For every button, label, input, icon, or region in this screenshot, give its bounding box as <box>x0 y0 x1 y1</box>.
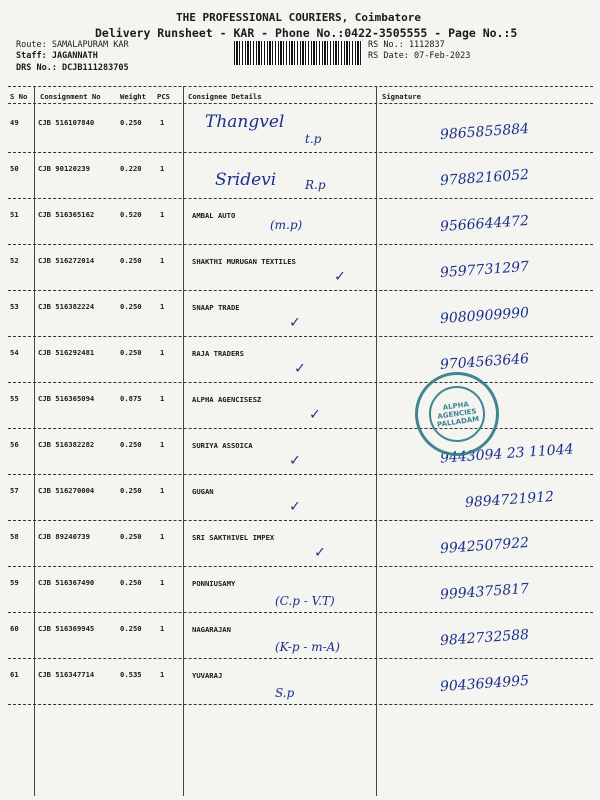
staff-label: Staff: JAGANNATH <box>16 51 98 61</box>
row-pcs: 1 <box>160 670 165 679</box>
col-header-consignee: Consignee Details <box>188 92 262 101</box>
row-consignment-no: CJB 90120239 <box>38 164 90 173</box>
row-separator <box>8 612 593 613</box>
row-separator <box>8 336 593 337</box>
row-separator <box>8 428 593 429</box>
row-signature: 9080909990 <box>439 304 530 328</box>
header-rule <box>8 86 593 87</box>
row-signature: 9597731297 <box>439 258 530 282</box>
row-sno: 50 <box>10 164 19 173</box>
row-consignee-name: AMBAL AUTO <box>192 211 236 220</box>
row-sno: 60 <box>10 624 19 633</box>
row-handwritten-note: S.p <box>275 686 295 700</box>
row-separator <box>8 520 593 521</box>
row-weight: 0.250 <box>120 348 142 357</box>
row-weight: 0.535 <box>120 670 142 679</box>
col-divider <box>376 86 377 796</box>
row-signature: 9566644472 <box>439 212 530 236</box>
col-header-weight: Weight <box>120 92 146 101</box>
row-separator <box>8 658 593 659</box>
row-signature: 9942507922 <box>439 534 530 558</box>
row-pcs: 1 <box>160 302 165 311</box>
row-signature: 9704563646 <box>439 350 530 374</box>
row-pcs: 1 <box>160 256 165 265</box>
row-consignment-no: CJB 516292481 <box>38 348 95 357</box>
row-consignment-no: CJB 516365162 <box>38 210 95 219</box>
row-signature: 9842732588 <box>439 626 530 650</box>
rs-date: RS Date: 07-Feb-2023 <box>368 51 471 61</box>
checkmark-icon: ✓ <box>295 358 305 377</box>
row-consignee-name: SNAAP TRADE <box>192 303 240 312</box>
checkmark-icon: ✓ <box>290 450 300 469</box>
row-consignment-no: CJB 89240739 <box>38 532 90 541</box>
row-signature: 9443094 23 11044 <box>439 441 575 467</box>
row-consignee-name: SRI SAKTHIVEL IMPEX <box>192 533 275 542</box>
row-sno: 54 <box>10 348 19 357</box>
row-consignment-no: CJB 516369945 <box>38 624 95 633</box>
row-separator <box>8 382 593 383</box>
col-header-signature: Signature <box>382 92 421 101</box>
row-separator <box>8 566 593 567</box>
row-sno: 52 <box>10 256 19 265</box>
stamp-text: ALPHA AGENCIES PALLADAM <box>425 382 488 445</box>
row-pcs: 1 <box>160 348 165 357</box>
route-label: Route: SAMALAPURAM KAR <box>16 40 129 50</box>
rs-number: RS No.: 1112837 <box>368 40 445 50</box>
row-weight: 0.250 <box>120 486 142 495</box>
row-weight: 0.250 <box>120 256 142 265</box>
row-separator <box>8 152 593 153</box>
checkmark-icon: ✓ <box>315 542 325 561</box>
row-handwritten-name: Sridevi <box>215 170 277 190</box>
row-weight: 0.250 <box>120 624 142 633</box>
row-sno: 55 <box>10 394 19 403</box>
row-weight: 0.250 <box>120 578 142 587</box>
row-pcs: 1 <box>160 532 165 541</box>
col-header-pcs: PCS <box>157 92 170 101</box>
barcode <box>234 41 362 65</box>
row-separator <box>8 474 593 475</box>
row-signature: 9894721912 <box>464 488 555 512</box>
row-separator <box>8 198 593 199</box>
row-sno: 53 <box>10 302 19 311</box>
row-pcs: 1 <box>160 624 165 633</box>
row-sno: 51 <box>10 210 19 219</box>
row-weight: 0.250 <box>120 532 142 541</box>
row-pcs: 1 <box>160 164 165 173</box>
row-signature: 9788216052 <box>439 166 530 190</box>
row-separator <box>8 704 593 705</box>
row-consignee-name: SHAKTHI MURUGAN TEXTILES <box>192 257 296 266</box>
row-signature: 9865855884 <box>439 120 530 144</box>
row-separator <box>8 244 593 245</box>
row-consignment-no: CJB 516365094 <box>38 394 95 403</box>
col-header-consignment: Consignment No <box>40 92 101 101</box>
row-handwritten-note: (K-p - m-A) <box>275 640 340 654</box>
row-weight: 0.250 <box>120 440 142 449</box>
row-signature: 9994375817 <box>439 580 530 604</box>
row-pcs: 1 <box>160 578 165 587</box>
row-handwritten-note: (m.p) <box>270 218 303 232</box>
row-sno: 59 <box>10 578 19 587</box>
row-consignee-name: GUGAN <box>192 487 214 496</box>
row-consignment-no: CJB 516382224 <box>38 302 95 311</box>
col-divider <box>183 86 184 796</box>
company-title: THE PROFESSIONAL COURIERS, Coimbatore <box>176 11 422 24</box>
row-weight: 0.220 <box>120 164 142 173</box>
row-weight: 0.250 <box>120 118 142 127</box>
row-signature: 9043694995 <box>439 672 530 696</box>
row-consignment-no: CJB 516107840 <box>38 118 95 127</box>
row-pcs: 1 <box>160 394 165 403</box>
col-divider <box>34 86 35 796</box>
checkmark-icon: ✓ <box>310 404 320 423</box>
row-consignment-no: CJB 516347714 <box>38 670 95 679</box>
row-pcs: 1 <box>160 440 165 449</box>
row-consignment-no: CJB 516272014 <box>38 256 95 265</box>
row-sno: 49 <box>10 118 19 127</box>
row-consignee-name: YUVARAJ <box>192 671 223 680</box>
row-pcs: 1 <box>160 210 165 219</box>
row-weight: 0.875 <box>120 394 142 403</box>
row-separator <box>8 290 593 291</box>
header-rule-bottom <box>8 103 593 104</box>
checkmark-icon: ✓ <box>290 312 300 331</box>
row-pcs: 1 <box>160 118 165 127</box>
row-consignment-no: CJB 516367490 <box>38 578 95 587</box>
checkmark-icon: ✓ <box>290 496 300 515</box>
row-handwritten-note: (C.p - V.T) <box>275 594 335 608</box>
row-handwritten-note: R.p <box>305 178 326 192</box>
row-handwritten-name: Thangvel <box>205 112 285 132</box>
row-weight: 0.520 <box>120 210 142 219</box>
runsheet-title: Delivery Runsheet - KAR - Phone No.:0422-3505555 - Page No.:5 <box>95 26 518 40</box>
row-sno: 56 <box>10 440 19 449</box>
col-header-sno: S No <box>10 92 28 101</box>
row-handwritten-note: t.p <box>305 132 322 146</box>
row-consignee-name: SURIYA ASSOICA <box>192 441 253 450</box>
row-consignee-name: NAGARAJAN <box>192 625 231 634</box>
row-sno: 58 <box>10 532 19 541</box>
drs-label: DRS No.: DCJB111283705 <box>16 63 129 73</box>
row-consignee-name: ALPHA AGENCISESZ <box>192 395 262 404</box>
row-weight: 0.250 <box>120 302 142 311</box>
row-consignment-no: CJB 516270004 <box>38 486 95 495</box>
row-consignment-no: CJB 516382282 <box>38 440 95 449</box>
row-consignee-name: PONNIUSAMY <box>192 579 236 588</box>
checkmark-icon: ✓ <box>335 266 345 285</box>
row-sno: 57 <box>10 486 19 495</box>
row-sno: 61 <box>10 670 19 679</box>
row-consignee-name: RAJA TRADERS <box>192 349 244 358</box>
row-pcs: 1 <box>160 486 165 495</box>
